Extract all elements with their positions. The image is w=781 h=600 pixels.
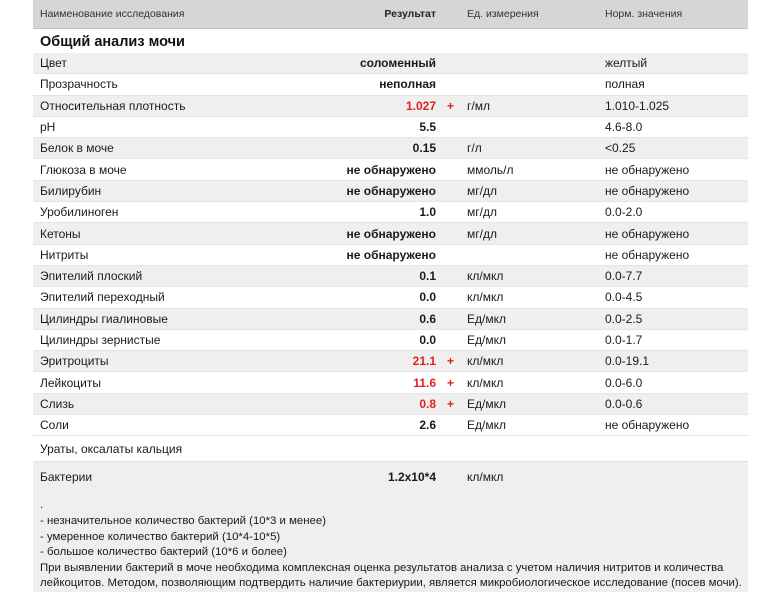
cell-result: не обнаружено	[346, 162, 436, 177]
cell-result: 5.5	[419, 120, 436, 135]
cell-result: соломенный	[359, 56, 436, 71]
cell-name: Цвет	[40, 56, 67, 71]
bacteria-notes	[33, 492, 748, 592]
cell-result: 0.15	[412, 141, 436, 156]
header-result: Результат	[384, 8, 436, 20]
cell-norm: 0.0-7.7	[605, 269, 643, 284]
table-row	[33, 330, 748, 351]
salts-note: Ураты, оксалаты кальция	[40, 441, 183, 456]
note-line: - незначительное количество бактерий (10*3 и менее)	[40, 514, 326, 527]
cell-norm: 1.010-1.025	[605, 98, 670, 113]
cell-name: Белок в моче	[40, 141, 114, 156]
cell-unit: мг/дл	[467, 205, 497, 220]
cell-norm: полная	[605, 77, 645, 92]
cell-norm: желтый	[605, 56, 648, 71]
cell-name: Цилиндры зернистые	[40, 333, 161, 347]
cell-result: 11.6	[413, 375, 436, 390]
cell-name: Соли	[40, 418, 69, 433]
cell-name: Эпителий плоский	[40, 269, 143, 284]
cell-result: 1.027	[405, 98, 436, 113]
cell-result: 2.6	[419, 418, 436, 433]
cell-result: 0.1	[419, 269, 436, 284]
cell-norm: 0.0-1.7	[605, 333, 643, 347]
cell-name: Бактерии	[40, 470, 93, 485]
cell-norm: 0.0-2.5	[605, 311, 643, 326]
note-line: - умеренное количество бактерий (10*4-10*5)	[40, 530, 281, 543]
cell-result: 0.6	[419, 311, 436, 326]
cell-result: 0.8	[419, 396, 436, 411]
cell-name: Цилиндры гиалиновые	[40, 311, 168, 326]
cell-unit: Ед/мкл	[467, 418, 506, 433]
header-norm: Норм. значения	[605, 8, 683, 20]
cell-flag: +	[446, 396, 454, 411]
cell-unit: мг/дл	[467, 183, 497, 198]
cell-result: 0.0	[419, 290, 436, 305]
cell-result: 1.2x10*4	[387, 470, 436, 485]
section-title: Общий анализ мочи	[40, 34, 185, 50]
cell-result: 21.1	[412, 354, 436, 369]
cell-norm: не обнаружено	[605, 183, 690, 198]
table-row	[33, 372, 748, 393]
cell-result: неполная	[379, 77, 436, 92]
table-row	[33, 159, 748, 180]
note-line: - большое количество бактерий (10*6 и более)	[40, 546, 287, 559]
cell-unit: кл/мкл	[467, 269, 504, 284]
table-row	[33, 53, 748, 74]
table-row	[33, 266, 748, 287]
cell-norm: 0.0-6.0	[605, 375, 643, 390]
results-table	[33, 53, 748, 436]
cell-result: не обнаружено	[346, 247, 436, 262]
table-row	[33, 309, 748, 330]
cell-unit: ммоль/л	[467, 162, 514, 177]
cell-unit: кл/мкл	[467, 354, 504, 369]
table-row	[33, 202, 748, 223]
table-row	[33, 351, 748, 372]
table-row	[33, 394, 748, 415]
cell-result: 1.0	[419, 205, 436, 220]
lab-report	[33, 0, 748, 600]
cell-norm: <0.25	[605, 141, 636, 156]
cell-result: не обнаружено	[346, 183, 436, 198]
cell-flag: +	[446, 375, 454, 390]
table-row	[33, 245, 748, 266]
table-row	[33, 117, 748, 138]
cell-name: Относительная плотность	[40, 98, 186, 113]
note-line: При выявлении бактерий в моче необходима комплексная оценка результатов анализа с учетом наличия нитритов и количества	[40, 561, 724, 574]
table-row	[33, 138, 748, 159]
table-row	[33, 181, 748, 202]
table-row	[33, 96, 748, 117]
cell-norm: не обнаружено	[605, 247, 690, 262]
note-line: лейкоцитов. Методом, позволяющим подтвердить наличие бактериурии, является микробиологическое исследование (посев мочи).	[40, 577, 742, 590]
cell-flag: +	[446, 98, 454, 113]
cell-norm: не обнаружено	[605, 162, 690, 177]
cell-unit: Ед/мкл	[467, 311, 506, 326]
cell-unit: кл/мкл	[467, 375, 504, 390]
cell-name: Прозрачность	[40, 77, 118, 92]
cell-unit: Ед/мкл	[467, 396, 506, 411]
table-row-bacteria	[33, 461, 748, 492]
cell-norm: 0.0-2.0	[605, 205, 643, 220]
cell-norm: 4.6-8.0	[605, 120, 643, 135]
cell-name: Лейкоциты	[40, 375, 102, 390]
cell-unit: г/мл	[467, 98, 490, 113]
cell-unit: Ед/мкл	[467, 333, 506, 347]
cell-norm: не обнаружено	[605, 226, 690, 241]
cell-norm: 0.0-0.6	[605, 396, 643, 411]
cell-name: Кетоны	[40, 226, 81, 241]
cell-norm: 0.0-19.1	[605, 354, 650, 369]
table-header	[33, 0, 748, 29]
cell-unit: г/л	[467, 141, 482, 156]
cell-result: не обнаружено	[346, 226, 436, 241]
table-row	[33, 415, 748, 436]
note-line: .	[40, 499, 44, 512]
cell-name: Нитриты	[40, 247, 89, 262]
cell-norm: 0.0-4.5	[605, 290, 643, 305]
cell-result: 0.0	[419, 333, 436, 347]
table-row	[33, 287, 748, 308]
header-unit: Ед. измерения	[467, 8, 539, 20]
cell-name: Глюкоза в моче	[40, 162, 127, 177]
cell-flag: +	[446, 354, 454, 369]
header-name: Наименование исследования	[40, 8, 185, 20]
cell-norm: не обнаружено	[605, 418, 690, 433]
cell-name: Эпителий переходный	[40, 290, 165, 305]
table-row	[33, 223, 748, 244]
cell-unit: кл/мкл	[467, 290, 504, 305]
cell-name: pH	[40, 120, 56, 135]
cell-name: Эритроциты	[40, 354, 109, 369]
cell-name: Билирубин	[40, 183, 102, 198]
cell-unit: мг/дл	[467, 226, 497, 241]
cell-name: Слизь	[40, 396, 75, 411]
table-row	[33, 74, 748, 95]
cell-unit: кл/мкл	[467, 470, 504, 485]
cell-name: Уробилиноген	[40, 205, 119, 220]
